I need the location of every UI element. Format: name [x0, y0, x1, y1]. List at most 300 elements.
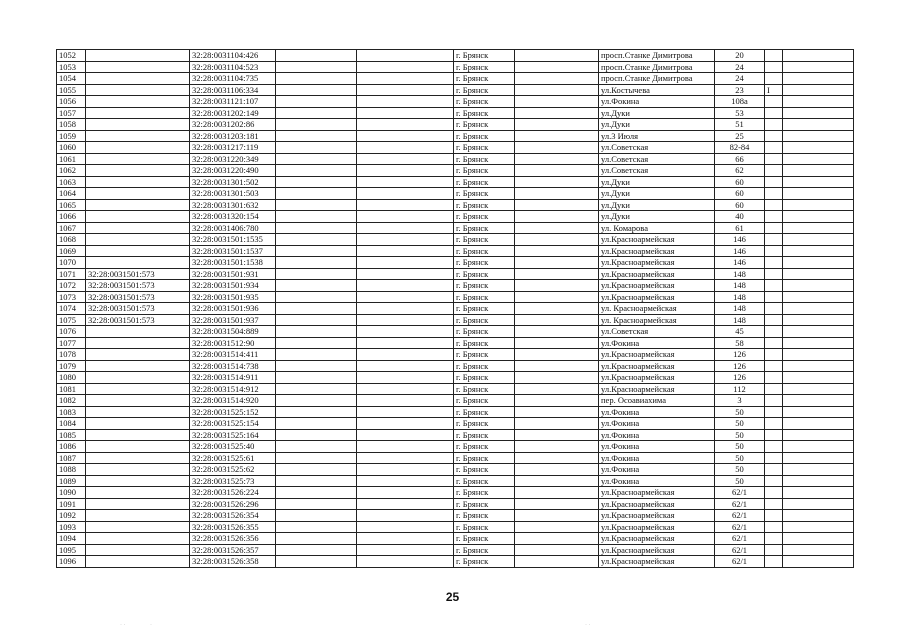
house-number-cell: 148 [715, 280, 765, 292]
row-number-cell: 1092 [57, 510, 86, 522]
street-cell: ул.Красноармейская [599, 510, 715, 522]
table-row [57, 153, 854, 165]
table-row [57, 452, 854, 464]
page-number: 25 [445, 590, 460, 604]
building-cell [765, 395, 783, 407]
house-number-cell: 148 [715, 268, 765, 280]
house-number-cell: 50 [715, 429, 765, 441]
cadastral-number-cell: 32:28:0031525:152 [190, 406, 276, 418]
col-11-cell [783, 475, 854, 487]
cadastral-number-cell: 32:28:0031526:224 [190, 487, 276, 499]
parent-cadastral-number-cell: 32:28:0031501:573 [86, 291, 190, 303]
parent-cadastral-number-cell [86, 498, 190, 510]
row-number-cell: 1057 [57, 107, 86, 119]
cadastral-number-cell: 32:28:0031525:73 [190, 475, 276, 487]
table-row [57, 268, 854, 280]
parent-cadastral-number-cell [86, 544, 190, 556]
building-cell [765, 280, 783, 292]
parent-cadastral-number-cell [86, 107, 190, 119]
row-number-cell: 1085 [57, 429, 86, 441]
col-7-cell [515, 395, 599, 407]
col-5-cell [357, 383, 454, 395]
col-5-cell [357, 360, 454, 372]
row-number-cell: 1086 [57, 441, 86, 453]
col-11-cell [783, 314, 854, 326]
col-4-cell [276, 464, 357, 476]
table-row [57, 176, 854, 188]
col-5-cell [357, 96, 454, 108]
city-cell: г. Брянск [454, 429, 515, 441]
col-11-cell [783, 498, 854, 510]
cadastral-number-cell: 32:28:0031525:62 [190, 464, 276, 476]
col-4-cell [276, 50, 357, 62]
parent-cadastral-number-cell [86, 165, 190, 177]
col-7-cell [515, 188, 599, 200]
parent-cadastral-number-cell [86, 50, 190, 62]
parent-cadastral-number-cell [86, 395, 190, 407]
cadastral-number-cell: 32:28:0031301:503 [190, 188, 276, 200]
building-cell [765, 303, 783, 315]
col-5-cell [357, 61, 454, 73]
table-row [57, 372, 854, 384]
col-4-cell [276, 406, 357, 418]
house-number-cell: 60 [715, 176, 765, 188]
city-cell: г. Брянск [454, 406, 515, 418]
building-cell [765, 234, 783, 246]
house-number-cell: 126 [715, 349, 765, 361]
cadastral-number-cell: 32:28:0031106:334 [190, 84, 276, 96]
city-cell: г. Брянск [454, 280, 515, 292]
col-7-cell [515, 441, 599, 453]
cadastral-number-cell: 32:28:0031202:86 [190, 119, 276, 131]
row-number-cell: 1068 [57, 234, 86, 246]
parent-cadastral-number-cell [86, 349, 190, 361]
table-row [57, 165, 854, 177]
parent-cadastral-number-cell: 32:28:0031501:573 [86, 280, 190, 292]
city-cell: г. Брянск [454, 556, 515, 568]
col-7-cell [515, 464, 599, 476]
parent-cadastral-number-cell [86, 510, 190, 522]
city-cell: г. Брянск [454, 395, 515, 407]
street-cell: ул.Красноармейская [599, 360, 715, 372]
col-4-cell [276, 326, 357, 338]
col-11-cell [783, 165, 854, 177]
street-cell: ул.Фокина [599, 475, 715, 487]
col-5-cell [357, 268, 454, 280]
building-cell [765, 130, 783, 142]
parent-cadastral-number-cell [86, 556, 190, 568]
row-number-cell: 1088 [57, 464, 86, 476]
cadastral-number-cell: 32:28:0031526:358 [190, 556, 276, 568]
house-number-cell: 24 [715, 61, 765, 73]
parent-cadastral-number-cell [86, 142, 190, 154]
row-number-cell: 1059 [57, 130, 86, 142]
house-number-cell: 62/1 [715, 521, 765, 533]
cadastral-number-cell: 32:28:0031525:154 [190, 418, 276, 430]
col-11-cell [783, 533, 854, 545]
table-row [57, 326, 854, 338]
street-cell: просп.Станке Димитрова [599, 50, 715, 62]
col-11-cell [783, 107, 854, 119]
row-number-cell: 1074 [57, 303, 86, 315]
cadastral-number-cell: 32:28:0031514:912 [190, 383, 276, 395]
col-5-cell [357, 234, 454, 246]
col-5-cell [357, 280, 454, 292]
house-number-cell: 148 [715, 303, 765, 315]
cadastral-number-cell: 32:28:0031514:738 [190, 360, 276, 372]
col-7-cell [515, 165, 599, 177]
cadastral-number-cell: 32:28:0031217:119 [190, 142, 276, 154]
house-number-cell: 51 [715, 119, 765, 131]
street-cell: ул.Фокина [599, 337, 715, 349]
property-register-table [56, 49, 854, 568]
house-number-cell: 82-84 [715, 142, 765, 154]
col-11-cell [783, 487, 854, 499]
house-number-cell: 50 [715, 475, 765, 487]
col-11-cell [783, 245, 854, 257]
col-5-cell [357, 165, 454, 177]
street-cell: ул.Красноармейская [599, 521, 715, 533]
street-cell: ул.Фокина [599, 429, 715, 441]
building-cell [765, 452, 783, 464]
house-number-cell: 62 [715, 165, 765, 177]
col-7-cell [515, 487, 599, 499]
city-cell: г. Брянск [454, 234, 515, 246]
col-11-cell [783, 360, 854, 372]
col-7-cell [515, 222, 599, 234]
building-cell [765, 521, 783, 533]
street-cell: ул.Красноармейская [599, 245, 715, 257]
col-5-cell [357, 487, 454, 499]
street-cell: ул.Дуки [599, 188, 715, 200]
parent-cadastral-number-cell [86, 326, 190, 338]
street-cell: ул.Красноармейская [599, 487, 715, 499]
parent-cadastral-number-cell [86, 372, 190, 384]
parent-cadastral-number-cell [86, 222, 190, 234]
col-4-cell [276, 429, 357, 441]
col-11-cell [783, 521, 854, 533]
col-7-cell [515, 544, 599, 556]
house-number-cell: 50 [715, 464, 765, 476]
parent-cadastral-number-cell [86, 475, 190, 487]
col-11-cell [783, 395, 854, 407]
col-4-cell [276, 211, 357, 223]
street-cell: ул.Красноармейская [599, 383, 715, 395]
row-number-cell: 1077 [57, 337, 86, 349]
scan-mark: · · [585, 622, 591, 628]
cadastral-number-cell: 32:28:0031220:349 [190, 153, 276, 165]
city-cell: г. Брянск [454, 245, 515, 257]
table-row [57, 349, 854, 361]
building-cell [765, 544, 783, 556]
col-7-cell [515, 61, 599, 73]
building-cell [765, 314, 783, 326]
row-number-cell: 1075 [57, 314, 86, 326]
house-number-cell: 146 [715, 234, 765, 246]
col-4-cell [276, 245, 357, 257]
building-cell [765, 510, 783, 522]
col-4-cell [276, 452, 357, 464]
col-5-cell [357, 372, 454, 384]
table-row [57, 107, 854, 119]
row-number-cell: 1089 [57, 475, 86, 487]
col-4-cell [276, 498, 357, 510]
cadastral-number-cell: 32:28:0031501:934 [190, 280, 276, 292]
col-4-cell [276, 533, 357, 545]
house-number-cell: 50 [715, 418, 765, 430]
col-5-cell [357, 107, 454, 119]
street-cell: ул. Красноармейская [599, 314, 715, 326]
col-11-cell [783, 429, 854, 441]
col-7-cell [515, 176, 599, 188]
col-4-cell [276, 130, 357, 142]
building-cell [765, 406, 783, 418]
city-cell: г. Брянск [454, 96, 515, 108]
street-cell: ул.Фокина [599, 464, 715, 476]
street-cell: ул. Красноармейская [599, 303, 715, 315]
col-5-cell [357, 188, 454, 200]
col-11-cell [783, 418, 854, 430]
parent-cadastral-number-cell [86, 153, 190, 165]
parent-cadastral-number-cell [86, 429, 190, 441]
col-7-cell [515, 96, 599, 108]
city-cell: г. Брянск [454, 165, 515, 177]
col-7-cell [515, 84, 599, 96]
col-5-cell [357, 199, 454, 211]
city-cell: г. Брянск [454, 303, 515, 315]
col-4-cell [276, 314, 357, 326]
table-row [57, 303, 854, 315]
city-cell: г. Брянск [454, 383, 515, 395]
row-number-cell: 1053 [57, 61, 86, 73]
street-cell: ул.Красноармейская [599, 257, 715, 269]
house-number-cell: 148 [715, 291, 765, 303]
row-number-cell: 1094 [57, 533, 86, 545]
cadastral-number-cell: 32:28:0031501:936 [190, 303, 276, 315]
row-number-cell: 1081 [57, 383, 86, 395]
row-number-cell: 1095 [57, 544, 86, 556]
house-number-cell: 66 [715, 153, 765, 165]
col-5-cell [357, 510, 454, 522]
city-cell: г. Брянск [454, 73, 515, 85]
row-number-cell: 1064 [57, 188, 86, 200]
col-5-cell [357, 130, 454, 142]
house-number-cell: 62/1 [715, 498, 765, 510]
row-number-cell: 1084 [57, 418, 86, 430]
house-number-cell: 126 [715, 372, 765, 384]
row-number-cell: 1065 [57, 199, 86, 211]
street-cell: ул.Дуки [599, 176, 715, 188]
col-5-cell [357, 475, 454, 487]
col-11-cell [783, 142, 854, 154]
col-7-cell [515, 452, 599, 464]
col-11-cell [783, 268, 854, 280]
col-4-cell [276, 303, 357, 315]
row-number-cell: 1080 [57, 372, 86, 384]
street-cell: ул.Фокина [599, 406, 715, 418]
building-cell [765, 464, 783, 476]
cadastral-number-cell: 32:28:0031514:911 [190, 372, 276, 384]
building-cell [765, 291, 783, 303]
table-row [57, 475, 854, 487]
parent-cadastral-number-cell [86, 119, 190, 131]
col-7-cell [515, 475, 599, 487]
row-number-cell: 1066 [57, 211, 86, 223]
col-5-cell [357, 142, 454, 154]
building-cell [765, 326, 783, 338]
parent-cadastral-number-cell [86, 199, 190, 211]
building-cell [765, 188, 783, 200]
parent-cadastral-number-cell [86, 61, 190, 73]
table-row [57, 188, 854, 200]
row-number-cell: 1083 [57, 406, 86, 418]
house-number-cell: 108а [715, 96, 765, 108]
cadastral-number-cell: 32:28:0031526:354 [190, 510, 276, 522]
col-4-cell [276, 165, 357, 177]
cadastral-number-cell: 32:28:0031501:935 [190, 291, 276, 303]
house-number-cell: 62/1 [715, 556, 765, 568]
building-cell [765, 429, 783, 441]
street-cell: ул.Фокина [599, 418, 715, 430]
row-number-cell: 1062 [57, 165, 86, 177]
col-4-cell [276, 61, 357, 73]
building-cell [765, 441, 783, 453]
table-row [57, 50, 854, 62]
city-cell: г. Брянск [454, 372, 515, 384]
col-5-cell [357, 533, 454, 545]
table-row [57, 130, 854, 142]
row-number-cell: 1060 [57, 142, 86, 154]
row-number-cell: 1063 [57, 176, 86, 188]
parent-cadastral-number-cell [86, 130, 190, 142]
col-11-cell [783, 291, 854, 303]
col-7-cell [515, 521, 599, 533]
table-row [57, 544, 854, 556]
city-cell: г. Брянск [454, 61, 515, 73]
city-cell: г. Брянск [454, 314, 515, 326]
col-11-cell [783, 176, 854, 188]
col-11-cell [783, 303, 854, 315]
row-number-cell: 1061 [57, 153, 86, 165]
building-cell [765, 383, 783, 395]
building-cell [765, 487, 783, 499]
cadastral-number-cell: 32:28:0031526:357 [190, 544, 276, 556]
city-cell: г. Брянск [454, 533, 515, 545]
house-number-cell: 50 [715, 452, 765, 464]
col-7-cell [515, 314, 599, 326]
building-cell [765, 153, 783, 165]
city-cell: г. Брянск [454, 418, 515, 430]
street-cell: ул.Красноармейская [599, 291, 715, 303]
building-cell [765, 349, 783, 361]
parent-cadastral-number-cell [86, 96, 190, 108]
city-cell: г. Брянск [454, 291, 515, 303]
house-number-cell: 50 [715, 406, 765, 418]
table-row [57, 96, 854, 108]
cadastral-number-cell: 32:28:0031512:90 [190, 337, 276, 349]
city-cell: г. Брянск [454, 521, 515, 533]
col-7-cell [515, 303, 599, 315]
street-cell: ул.Костычева [599, 84, 715, 96]
building-cell [765, 142, 783, 154]
row-number-cell: 1055 [57, 84, 86, 96]
city-cell: г. Брянск [454, 199, 515, 211]
col-5-cell [357, 257, 454, 269]
city-cell: г. Брянск [454, 107, 515, 119]
building-cell [765, 119, 783, 131]
col-11-cell [783, 234, 854, 246]
col-7-cell [515, 199, 599, 211]
col-5-cell [357, 291, 454, 303]
house-number-cell: 53 [715, 107, 765, 119]
table-body [57, 50, 854, 568]
cadastral-number-cell: 32:28:0031301:632 [190, 199, 276, 211]
col-5-cell [357, 211, 454, 223]
building-cell [765, 337, 783, 349]
col-5-cell [357, 556, 454, 568]
city-cell: г. Брянск [454, 360, 515, 372]
table-row [57, 222, 854, 234]
col-11-cell [783, 280, 854, 292]
col-11-cell [783, 464, 854, 476]
building-cell [765, 418, 783, 430]
col-5-cell [357, 314, 454, 326]
building-cell [765, 107, 783, 119]
parent-cadastral-number-cell [86, 337, 190, 349]
building-cell [765, 222, 783, 234]
city-cell: г. Брянск [454, 487, 515, 499]
house-number-cell: 62/1 [715, 510, 765, 522]
parent-cadastral-number-cell [86, 533, 190, 545]
col-11-cell [783, 556, 854, 568]
building-cell [765, 372, 783, 384]
table-row [57, 406, 854, 418]
table-row [57, 199, 854, 211]
table-row [57, 383, 854, 395]
street-cell: ул.Дуки [599, 199, 715, 211]
building-cell [765, 498, 783, 510]
col-4-cell [276, 383, 357, 395]
building-cell: I [765, 84, 783, 96]
col-5-cell [357, 349, 454, 361]
cadastral-number-cell: 32:28:0031504:889 [190, 326, 276, 338]
scan-mark: · [150, 622, 152, 628]
row-number-cell: 1096 [57, 556, 86, 568]
house-number-cell: 25 [715, 130, 765, 142]
cadastral-number-cell: 32:28:0031121:107 [190, 96, 276, 108]
col-5-cell [357, 84, 454, 96]
cadastral-number-cell: 32:28:0031514:411 [190, 349, 276, 361]
house-number-cell: 50 [715, 441, 765, 453]
col-7-cell [515, 268, 599, 280]
col-4-cell [276, 360, 357, 372]
col-4-cell [276, 337, 357, 349]
col-4-cell [276, 142, 357, 154]
col-5-cell [357, 326, 454, 338]
col-4-cell [276, 234, 357, 246]
house-number-cell: 60 [715, 188, 765, 200]
col-11-cell [783, 119, 854, 131]
house-number-cell: 146 [715, 245, 765, 257]
parent-cadastral-number-cell [86, 245, 190, 257]
col-4-cell [276, 441, 357, 453]
cadastral-number-cell: 32:28:0031526:296 [190, 498, 276, 510]
house-number-cell: 45 [715, 326, 765, 338]
row-number-cell: 1052 [57, 50, 86, 62]
col-5-cell [357, 406, 454, 418]
city-cell: г. Брянск [454, 326, 515, 338]
building-cell [765, 73, 783, 85]
